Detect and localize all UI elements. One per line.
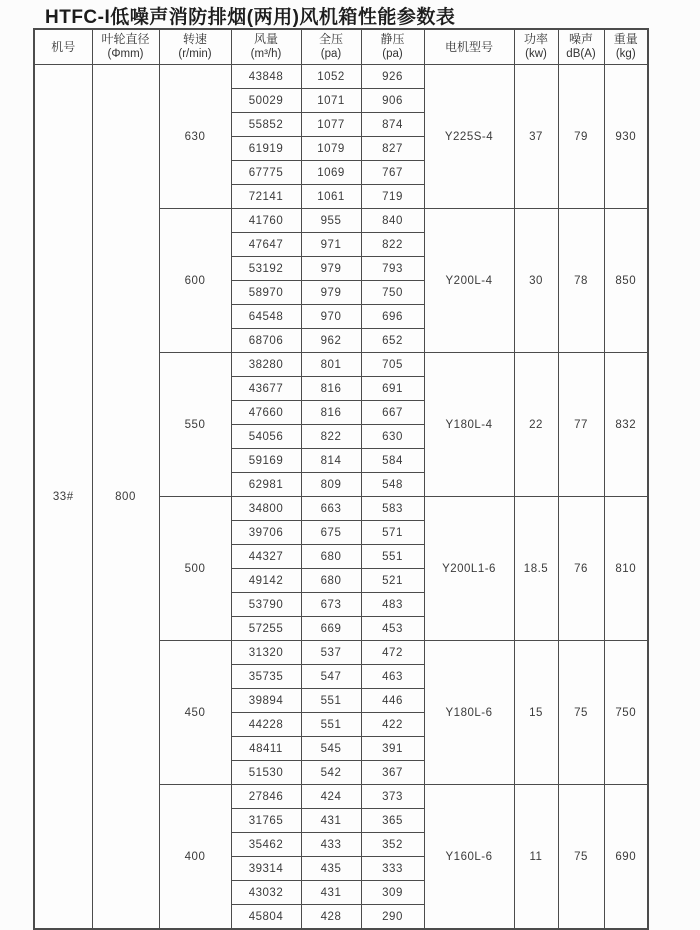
static-pressure-cell: 333: [361, 857, 424, 881]
static-pressure-cell: 840: [361, 209, 424, 233]
static-pressure-cell: 750: [361, 281, 424, 305]
column-header: 叶轮直径 (Φmm): [92, 29, 159, 65]
total-pressure-cell: 809: [301, 473, 361, 497]
power-cell: 22: [514, 353, 558, 497]
weight-cell: 750: [604, 641, 648, 785]
fan-performance-table: [33, 28, 649, 930]
flow-cell: 35462: [231, 833, 301, 857]
total-pressure-cell: 979: [301, 281, 361, 305]
static-pressure-cell: 352: [361, 833, 424, 857]
static-pressure-cell: 667: [361, 401, 424, 425]
motor-model-cell: Y225S-4: [424, 65, 514, 209]
static-pressure-cell: 767: [361, 161, 424, 185]
total-pressure-cell: 816: [301, 401, 361, 425]
total-pressure-cell: 1052: [301, 65, 361, 89]
power-cell: 30: [514, 209, 558, 353]
flow-cell: 55852: [231, 113, 301, 137]
total-pressure-cell: 433: [301, 833, 361, 857]
total-pressure-cell: 814: [301, 449, 361, 473]
static-pressure-cell: 652: [361, 329, 424, 353]
total-pressure-cell: 551: [301, 713, 361, 737]
flow-cell: 59169: [231, 449, 301, 473]
flow-cell: 39894: [231, 689, 301, 713]
column-header: 机号: [34, 29, 92, 65]
flow-cell: 62981: [231, 473, 301, 497]
total-pressure-cell: 1069: [301, 161, 361, 185]
motor-model-cell: Y160L-6: [424, 785, 514, 930]
flow-cell: 57255: [231, 617, 301, 641]
total-pressure-cell: 1071: [301, 89, 361, 113]
static-pressure-cell: 926: [361, 65, 424, 89]
column-header: 重量 (kg): [604, 29, 648, 65]
static-pressure-cell: 793: [361, 257, 424, 281]
flow-cell: 39706: [231, 521, 301, 545]
static-pressure-cell: 367: [361, 761, 424, 785]
flow-cell: 34800: [231, 497, 301, 521]
flow-cell: 49142: [231, 569, 301, 593]
flow-cell: 68706: [231, 329, 301, 353]
flow-cell: 43677: [231, 377, 301, 401]
static-pressure-cell: 906: [361, 89, 424, 113]
static-pressure-cell: 874: [361, 113, 424, 137]
total-pressure-cell: 1079: [301, 137, 361, 161]
column-header: 风量 (m³/h): [231, 29, 301, 65]
total-pressure-cell: 663: [301, 497, 361, 521]
total-pressure-cell: 435: [301, 857, 361, 881]
flow-cell: 41760: [231, 209, 301, 233]
total-pressure-cell: 822: [301, 425, 361, 449]
total-pressure-cell: 547: [301, 665, 361, 689]
flow-cell: 47647: [231, 233, 301, 257]
flow-cell: 67775: [231, 161, 301, 185]
total-pressure-cell: 979: [301, 257, 361, 281]
weight-cell: 690: [604, 785, 648, 930]
total-pressure-cell: 551: [301, 689, 361, 713]
flow-cell: 44327: [231, 545, 301, 569]
static-pressure-cell: 691: [361, 377, 424, 401]
total-pressure-cell: 675: [301, 521, 361, 545]
weight-cell: 832: [604, 353, 648, 497]
table-row: [34, 65, 648, 89]
column-header: 电机型号: [424, 29, 514, 65]
speed-cell: 450: [159, 641, 231, 785]
static-pressure-cell: 463: [361, 665, 424, 689]
total-pressure-cell: 424: [301, 785, 361, 809]
static-pressure-cell: 373: [361, 785, 424, 809]
motor-model-cell: Y200L1-6: [424, 497, 514, 641]
total-pressure-cell: 816: [301, 377, 361, 401]
power-cell: 11: [514, 785, 558, 930]
static-pressure-cell: 422: [361, 713, 424, 737]
total-pressure-cell: 970: [301, 305, 361, 329]
total-pressure-cell: 428: [301, 905, 361, 930]
flow-cell: 39314: [231, 857, 301, 881]
static-pressure-cell: 822: [361, 233, 424, 257]
flow-cell: 31320: [231, 641, 301, 665]
flow-cell: 48411: [231, 737, 301, 761]
total-pressure-cell: 680: [301, 545, 361, 569]
flow-cell: 31765: [231, 809, 301, 833]
total-pressure-cell: 542: [301, 761, 361, 785]
flow-cell: 27846: [231, 785, 301, 809]
static-pressure-cell: 705: [361, 353, 424, 377]
static-pressure-cell: 696: [361, 305, 424, 329]
speed-cell: 550: [159, 353, 231, 497]
flow-cell: 47660: [231, 401, 301, 425]
total-pressure-cell: 545: [301, 737, 361, 761]
total-pressure-cell: 955: [301, 209, 361, 233]
weight-cell: 810: [604, 497, 648, 641]
power-cell: 15: [514, 641, 558, 785]
noise-cell: 75: [558, 641, 604, 785]
static-pressure-cell: 521: [361, 569, 424, 593]
noise-cell: 79: [558, 65, 604, 209]
speed-cell: 600: [159, 209, 231, 353]
flow-cell: 44228: [231, 713, 301, 737]
column-header: 转速 (r/min): [159, 29, 231, 65]
total-pressure-cell: 962: [301, 329, 361, 353]
flow-cell: 72141: [231, 185, 301, 209]
static-pressure-cell: 827: [361, 137, 424, 161]
static-pressure-cell: 472: [361, 641, 424, 665]
power-cell: 18.5: [514, 497, 558, 641]
speed-cell: 630: [159, 65, 231, 209]
weight-cell: 930: [604, 65, 648, 209]
impeller-diameter-cell: 800: [92, 65, 159, 930]
motor-model-cell: Y200L-4: [424, 209, 514, 353]
total-pressure-cell: 1077: [301, 113, 361, 137]
static-pressure-cell: 309: [361, 881, 424, 905]
static-pressure-cell: 446: [361, 689, 424, 713]
column-header: 静压 (pa): [361, 29, 424, 65]
static-pressure-cell: 483: [361, 593, 424, 617]
static-pressure-cell: 584: [361, 449, 424, 473]
total-pressure-cell: 537: [301, 641, 361, 665]
column-header: 功率 (kw): [514, 29, 558, 65]
noise-cell: 76: [558, 497, 604, 641]
motor-model-cell: Y180L-6: [424, 641, 514, 785]
flow-cell: 58970: [231, 281, 301, 305]
static-pressure-cell: 571: [361, 521, 424, 545]
speed-cell: 400: [159, 785, 231, 930]
static-pressure-cell: 290: [361, 905, 424, 930]
flow-cell: 43032: [231, 881, 301, 905]
noise-cell: 78: [558, 209, 604, 353]
total-pressure-cell: 669: [301, 617, 361, 641]
speed-cell: 500: [159, 497, 231, 641]
total-pressure-cell: 971: [301, 233, 361, 257]
static-pressure-cell: 719: [361, 185, 424, 209]
flow-cell: 50029: [231, 89, 301, 113]
flow-cell: 53192: [231, 257, 301, 281]
flow-cell: 61919: [231, 137, 301, 161]
static-pressure-cell: 453: [361, 617, 424, 641]
weight-cell: 850: [604, 209, 648, 353]
machine-number-cell: 33#: [34, 65, 92, 930]
power-cell: 37: [514, 65, 558, 209]
flow-cell: 64548: [231, 305, 301, 329]
motor-model-cell: Y180L-4: [424, 353, 514, 497]
page-title: HTFC-I低噪声消防排烟(两用)风机箱性能参数表: [45, 7, 456, 28]
static-pressure-cell: 391: [361, 737, 424, 761]
noise-cell: 77: [558, 353, 604, 497]
total-pressure-cell: 801: [301, 353, 361, 377]
flow-cell: 38280: [231, 353, 301, 377]
static-pressure-cell: 630: [361, 425, 424, 449]
flow-cell: 45804: [231, 905, 301, 930]
flow-cell: 35735: [231, 665, 301, 689]
static-pressure-cell: 548: [361, 473, 424, 497]
static-pressure-cell: 583: [361, 497, 424, 521]
table-header-row: [34, 29, 648, 65]
column-header: 噪声 dB(A): [558, 29, 604, 65]
total-pressure-cell: 431: [301, 809, 361, 833]
total-pressure-cell: 673: [301, 593, 361, 617]
noise-cell: 75: [558, 785, 604, 930]
total-pressure-cell: 1061: [301, 185, 361, 209]
flow-cell: 51530: [231, 761, 301, 785]
total-pressure-cell: 431: [301, 881, 361, 905]
total-pressure-cell: 680: [301, 569, 361, 593]
flow-cell: 53790: [231, 593, 301, 617]
flow-cell: 43848: [231, 65, 301, 89]
column-header: 全压 (pa): [301, 29, 361, 65]
flow-cell: 54056: [231, 425, 301, 449]
static-pressure-cell: 551: [361, 545, 424, 569]
static-pressure-cell: 365: [361, 809, 424, 833]
